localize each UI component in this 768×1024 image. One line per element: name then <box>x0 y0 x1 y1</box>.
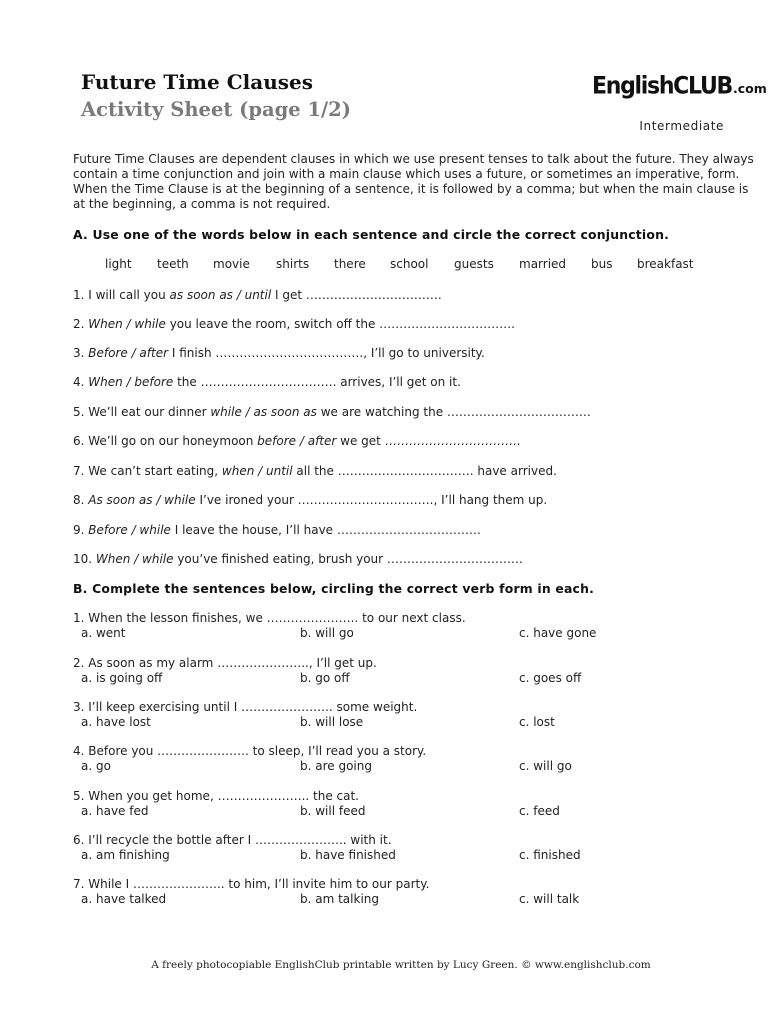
conjunction-choice: Before / after <box>88 346 169 360</box>
conjunction-choice: When / before <box>88 375 174 389</box>
section-a-heading: A. Use one of the words below in each sentence and circle the correct conjunction. <box>73 227 670 242</box>
question-text: you leave the room, switch off the ……………………………. <box>165 317 515 331</box>
option-b: b. will go <box>300 626 354 640</box>
question-b-6-text: 6. I’ll recycle the bottle after I ………………….. with it. <box>73 833 392 847</box>
question-a-5 <box>73 405 591 419</box>
conjunction-choice: as soon as / until <box>169 288 272 302</box>
page-subtitle: Activity Sheet (page 1/2) <box>81 98 351 121</box>
question-a-3 <box>73 346 485 360</box>
page-title: Future Time Clauses <box>81 70 313 94</box>
englishclub-logo <box>592 74 767 99</box>
footer-credit: A freely photocopiable EnglishClub printable written by Lucy Green. © www.englishclub.com <box>151 959 651 971</box>
word-bank <box>0 257 768 275</box>
word-bank-item: teeth <box>157 257 189 271</box>
option-a: a. am finishing <box>81 848 170 862</box>
question-text: 2. <box>73 317 89 331</box>
question-b-3-text: 3. I’ll keep exercising until I ………………….. some weight. <box>73 700 418 714</box>
question-text: all the ……………………………. have arrived. <box>292 464 557 478</box>
option-c: c. lost <box>519 715 555 729</box>
option-c: c. goes off <box>519 671 582 685</box>
question-text: I’ve ironed your ……………………………., I’ll hang them up. <box>195 493 548 507</box>
question-a-9 <box>73 523 481 537</box>
question-a-4 <box>73 375 461 389</box>
option-a: a. go <box>81 759 111 773</box>
option-b: b. are going <box>300 759 372 773</box>
question-text: 1. I will call you <box>73 288 170 302</box>
question-b-7-text: 7. While I ………………….. to him, I’ll invite him to our party. <box>73 877 430 891</box>
conjunction-choice: when / until <box>221 464 293 478</box>
conjunction-choice: As soon as / while <box>88 493 196 507</box>
logo-domain: .com <box>733 81 767 96</box>
question-text: 9. <box>73 523 89 537</box>
question-text: 8. <box>73 493 89 507</box>
word-bank-item: shirts <box>276 257 310 271</box>
option-b: b. am talking <box>300 892 380 906</box>
question-b-4-text: 4. Before you ………………….. to sleep, I’ll read you a story. <box>73 744 427 758</box>
option-a: a. went <box>81 626 126 640</box>
question-text: 4. <box>73 375 89 389</box>
question-text: 7. We can’t start eating, <box>73 464 222 478</box>
option-c: c. feed <box>519 804 560 818</box>
conjunction-choice: while / as soon as <box>210 405 317 419</box>
question-text: I get ……………………………. <box>271 288 442 302</box>
word-bank-item: school <box>390 257 429 271</box>
option-c: c. finished <box>519 848 581 862</box>
word-bank-item: breakfast <box>637 257 694 271</box>
option-b: b. will lose <box>300 715 364 729</box>
conjunction-choice: Before / while <box>88 523 171 537</box>
section-b-heading: B. Complete the sentences below, circling the correct verb form in each. <box>73 581 594 596</box>
conjunction-choice: before / after <box>257 434 337 448</box>
option-a: a. is going off <box>81 671 163 685</box>
word-bank-item: movie <box>213 257 250 271</box>
option-a: a. have lost <box>81 715 151 729</box>
question-a-7 <box>73 464 557 478</box>
question-b-5-text: 5. When you get home, ………………….. the cat. <box>73 789 359 803</box>
word-bank-item: guests <box>454 257 494 271</box>
question-a-8 <box>73 493 547 507</box>
question-text: 5. We’ll eat our dinner <box>73 405 211 419</box>
question-a-2 <box>73 317 515 331</box>
option-c: c. will talk <box>519 892 580 906</box>
intro-paragraph: Future Time Clauses are dependent clauses in which we use present tenses to talk about the future. They always contain a time conjunction and join with a main clause which uses a future, or sometimes an imperative, form. When the Time Clause is at the beginning of a sentence, it is followed by a comma; but when the main clause is at the beginning, a comma is not required. <box>73 152 754 211</box>
option-a: a. have fed <box>81 804 149 818</box>
question-a-1 <box>73 288 442 302</box>
level-label: Intermediate <box>639 119 724 133</box>
question-text: you’ve finished eating, brush your ……………………………. <box>173 552 523 566</box>
conjunction-choice: When / while <box>88 317 166 331</box>
question-text: we get ……………………………. <box>336 434 521 448</box>
question-text: we are watching the ……………………………… <box>316 405 591 419</box>
option-a: a. have talked <box>81 892 167 906</box>
option-c: c. will go <box>519 759 572 773</box>
word-bank-item: there <box>334 257 366 271</box>
question-text: I finish ………………………………., I’ll go to university. <box>168 346 485 360</box>
question-text: 10. <box>73 552 96 566</box>
question-b-2-text: 2. As soon as my alarm ………………….., I’ll get up. <box>73 656 377 670</box>
question-text: 6. We’ll go on our honeymoon <box>73 434 258 448</box>
question-b-1-text: 1. When the lesson finishes, we ………………….. to our next class. <box>73 611 466 625</box>
option-b: b. have finished <box>300 848 396 862</box>
option-b: b. will feed <box>300 804 366 818</box>
word-bank-item: bus <box>591 257 613 271</box>
word-bank-item: married <box>519 257 567 271</box>
conjunction-choice: When / while <box>95 552 174 566</box>
option-c: c. have gone <box>519 626 597 640</box>
question-text: I leave the house, I’ll have ……………………………… <box>170 523 481 537</box>
question-a-6 <box>73 434 521 448</box>
word-bank-item: light <box>105 257 132 271</box>
logo-text: EnglishCLUB <box>592 73 732 100</box>
question-a-10 <box>73 552 523 566</box>
question-text: the ……………………………. arrives, I’ll get on it. <box>173 375 461 389</box>
option-b: b. go off <box>300 671 350 685</box>
question-text: 3. <box>73 346 89 360</box>
